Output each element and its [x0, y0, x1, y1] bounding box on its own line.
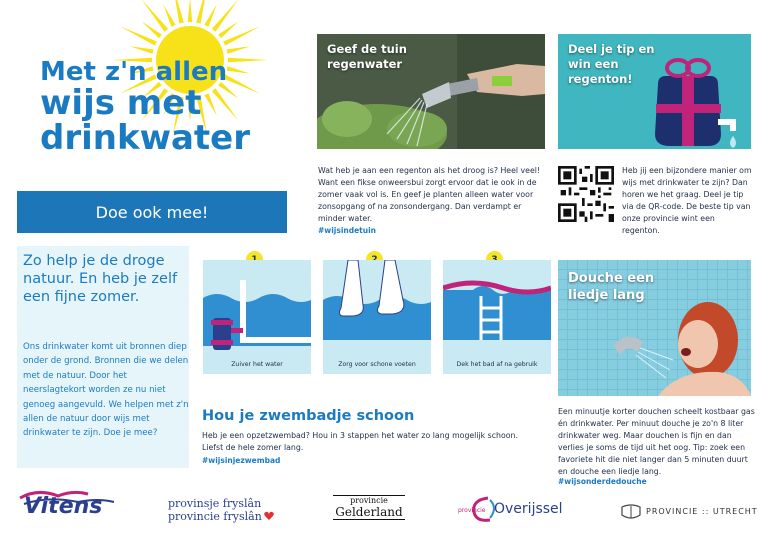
sun-ray [196, 0, 207, 24]
gelderland-logo [333, 495, 405, 520]
sun-ray [142, 21, 162, 38]
vitens-wordmark: Vitens [24, 494, 103, 519]
sun-ray [218, 21, 238, 38]
garden-text: Wat heb je aan een regenton als het droog is? Heel veel! Want een fikse onweersbui zorgt ervoor dat ie ook in de zomer vaak vol is. En geef je planten alleen water voor zonsopgang of na zonsondergang. Dan verdampt er minder water. [318, 166, 541, 223]
utrecht-logo [620, 503, 758, 525]
shower-text: Een minuutje korter douchen scheelt kostbaar gas én drinkwater. Per minuut douche je zo'n 8 liter drinkwater weg. Maar douchen is fijn en dan verlies je soms de tijd uit het oog. Tip: zoek een favoriete hit die niet langer dan 5 minuten duurt en douche een liedje lang. [558, 407, 755, 476]
cta-button[interactable]: Doe ook mee! [17, 191, 287, 233]
fryslan-logo [168, 497, 262, 523]
pool-hashtag[interactable]: #wijsinjezwembad [202, 456, 281, 465]
pool-text: Heb je een opzetzwembad? Hou in 3 stappen het water zo lang mogelijk schoon. Liefst de hele zomer lang. [202, 431, 518, 452]
info-panel [17, 246, 189, 468]
sun-ray [163, 4, 175, 27]
garden-hashtag[interactable]: #wijsindetuin [318, 226, 377, 235]
gelderland-line-2: Gelderland [333, 505, 405, 520]
info-body: Ons drinkwater komt uit bronnen diep onder de grond. Bronnen die we delen met de natuur. Door het neerslagtekort worden ze nu niet genoeg aangevuld. We helpen met z'n allen de natuur door wijs met drinkwater te zijn. Doe je mee? [23, 342, 189, 439]
shower-hashtag[interactable]: #wijsonderdedouche [558, 477, 647, 486]
step-3-card [443, 260, 551, 374]
vitens-logo [18, 488, 118, 528]
pool-heading: Hou je zwembadje schoon [202, 408, 415, 424]
fryslan-line-2: provincie fryslân [168, 510, 262, 523]
pool-filter-illustration [203, 260, 311, 360]
utrecht-crest-icon [620, 503, 642, 521]
sun-ray [212, 0, 239, 32]
step-2-card [323, 260, 431, 374]
overijssel-wordmark: Overijssel [494, 501, 563, 517]
tip-photo-title: Deel je tip en win een regenton! [568, 42, 655, 86]
step-1-caption: Zuiver het water [231, 361, 283, 368]
sun-ray [226, 46, 250, 54]
sun-ray [141, 0, 168, 32]
garden-photo-title: Geef de tuin regenwater [327, 42, 407, 71]
step-1-card [203, 260, 311, 374]
garden-photo [317, 34, 545, 149]
page-title [40, 58, 300, 156]
shower-photo-title: Douche een liedje lang [568, 271, 655, 303]
tip-text: Heb jij een bijzondere manier om wijs met drinkwater te zijn? Dan horen we het graag. Deel je tip via de QR-code. De beste tip van onze provincie wint een regenton. [622, 166, 752, 235]
pool-cover-illustration [443, 260, 551, 360]
title-line-3: drinkwater [40, 118, 251, 158]
qr-code[interactable] [558, 166, 614, 222]
gelderland-line-1: provincie [333, 495, 405, 505]
overijssel-logo [458, 496, 563, 528]
title-line-1: Met z'n allen [40, 57, 228, 87]
step-3-caption: Dek het bad af na gebruik [456, 361, 538, 368]
shower-photo [558, 260, 751, 396]
overijssel-small: provincie [458, 507, 486, 514]
feet-illustration [323, 260, 431, 360]
title-line-2: wijs met [40, 83, 202, 123]
sun-ray [173, 0, 184, 24]
utrecht-wordmark: PROVINCIE :: UTRECHT [646, 507, 758, 516]
step-2-caption: Zorg voor schone voeten [338, 361, 416, 368]
heart-icon [264, 511, 274, 521]
tip-photo [558, 34, 751, 149]
sun-ray [204, 4, 216, 27]
fryslan-line-1: provinsje fryslân [168, 497, 262, 510]
sun-ray [130, 46, 154, 54]
info-heading: Zo help je de droge natuur. En heb je zelf een fijne zomer. [23, 253, 178, 305]
sun-ray [188, 0, 193, 22]
